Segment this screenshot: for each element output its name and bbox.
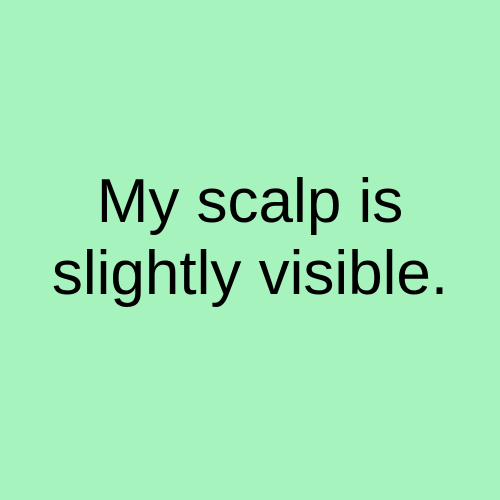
- caption-line-1: My scalp is: [96, 167, 404, 236]
- caption-text: [0, 166, 500, 310]
- caption-line-2: slightly visible.: [51, 239, 449, 308]
